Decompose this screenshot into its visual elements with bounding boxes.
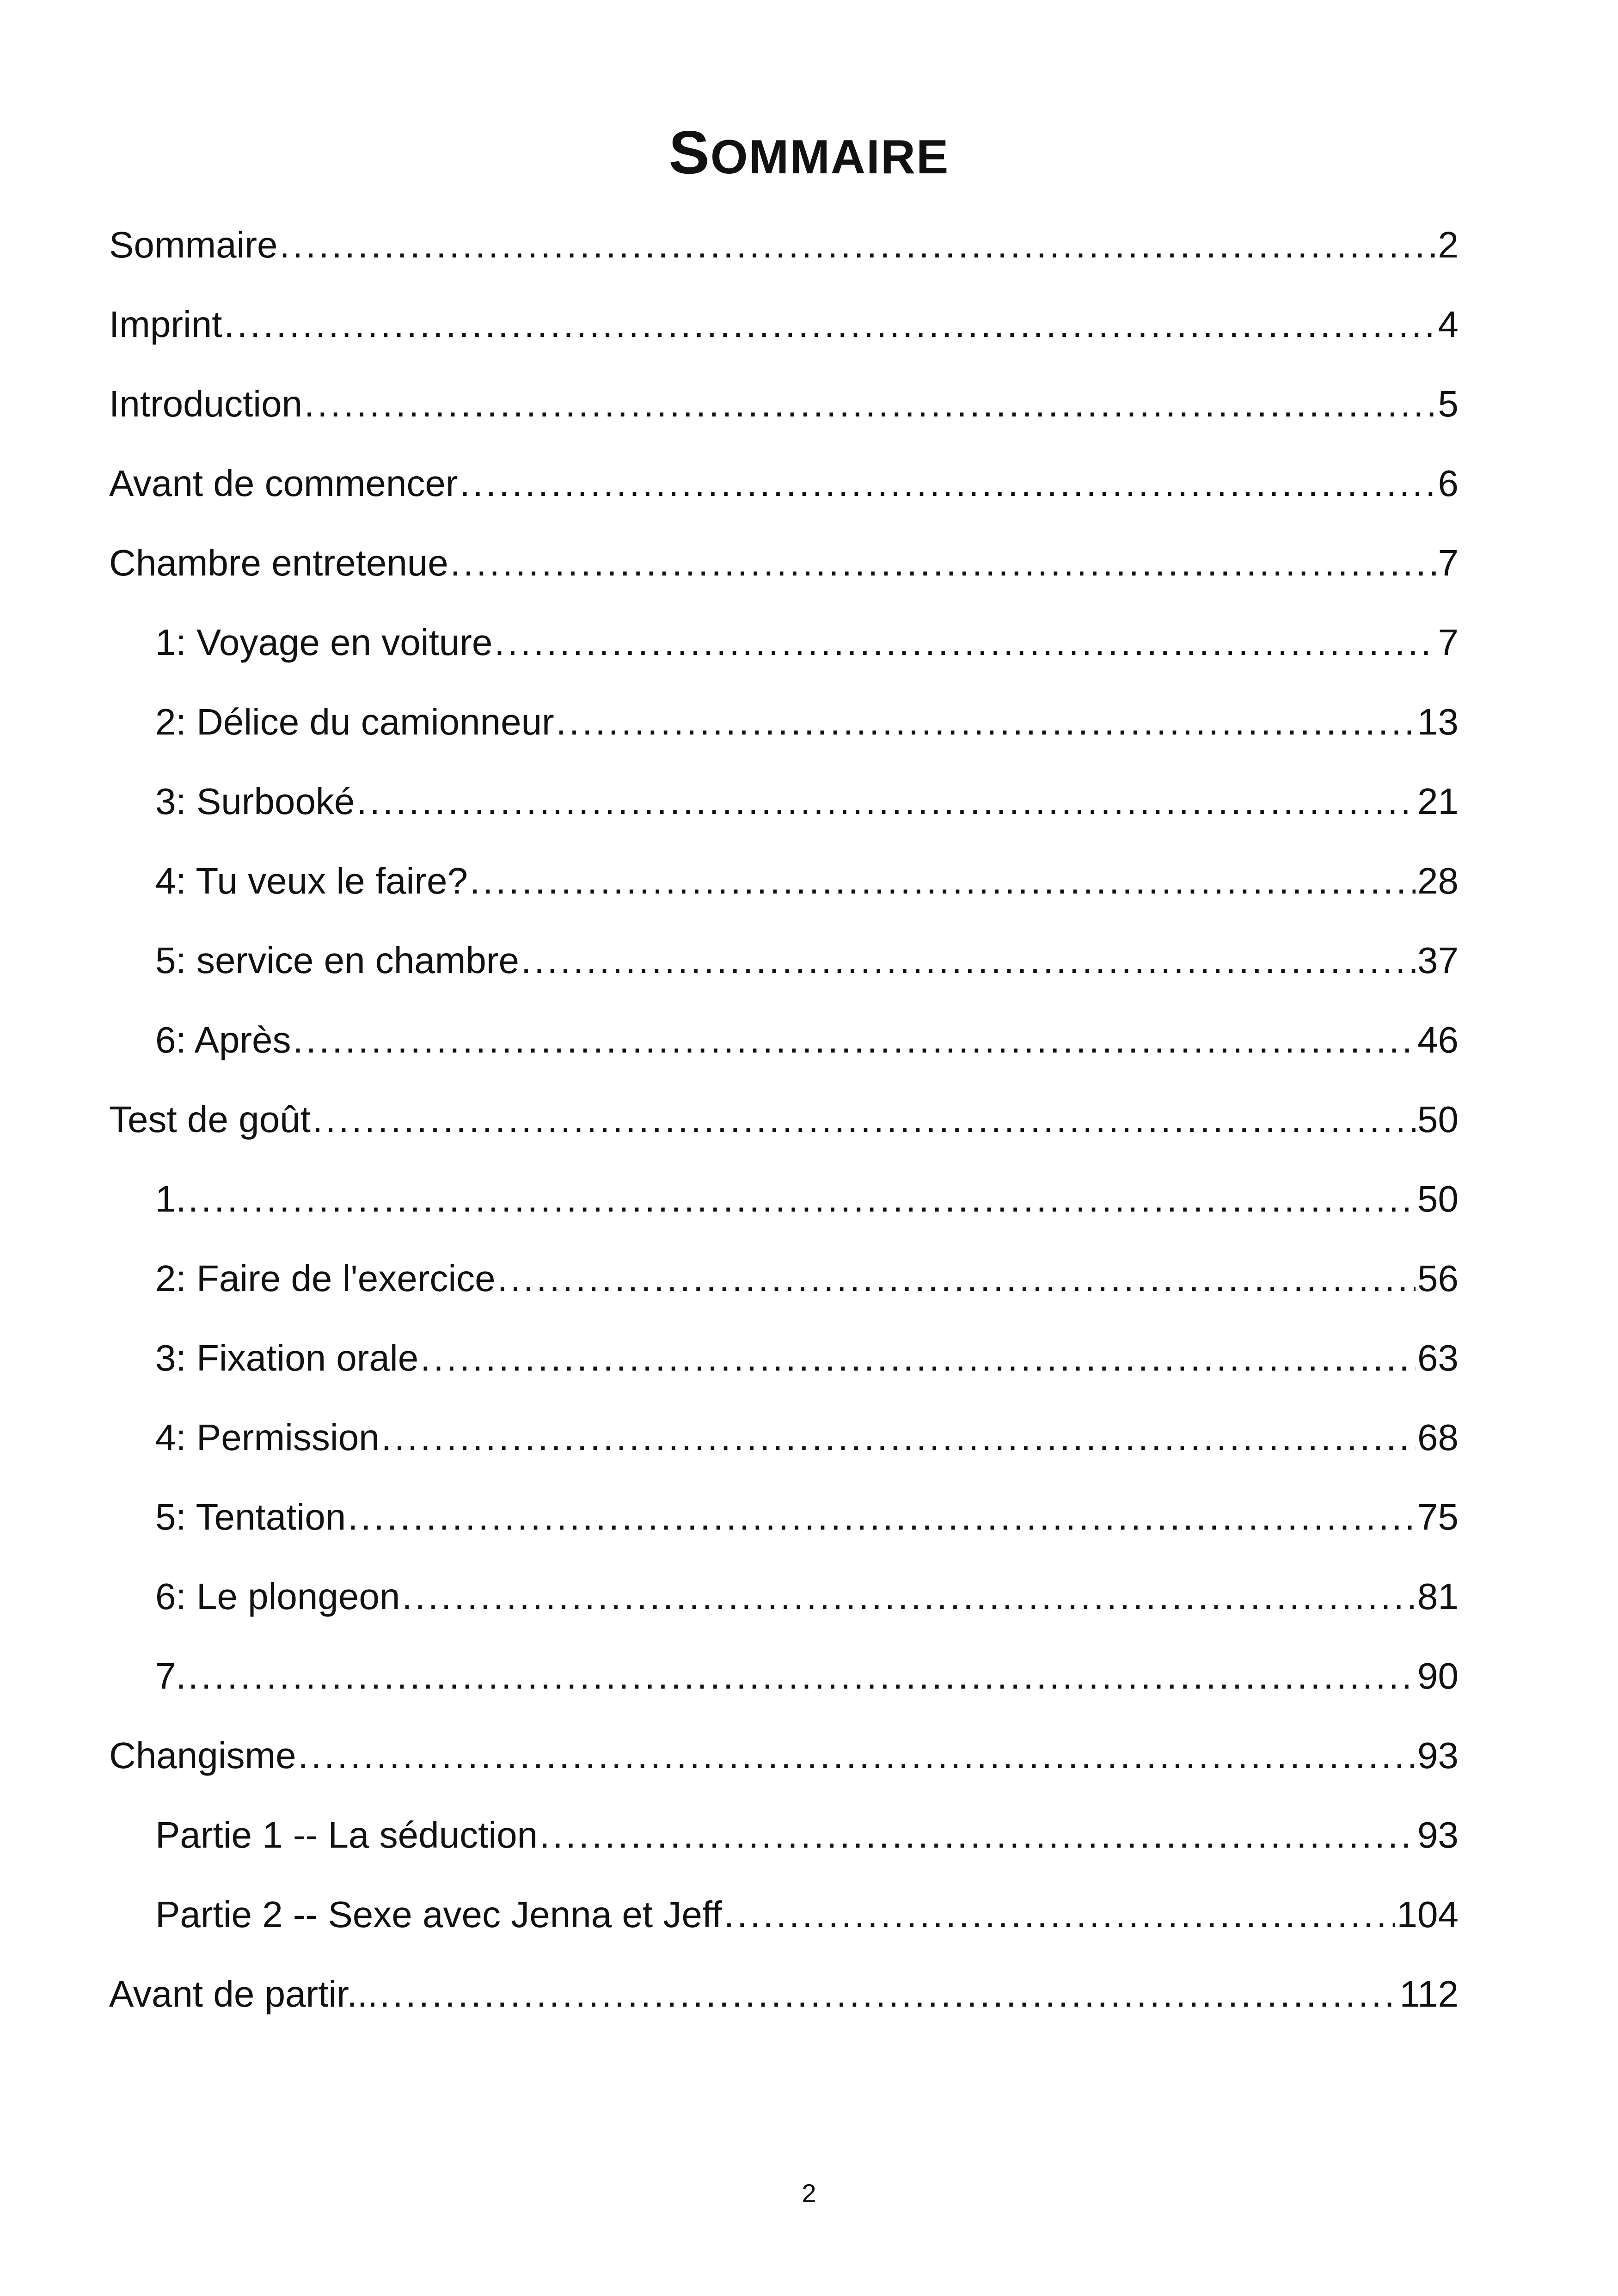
toc-dot-leader — [497, 1251, 1416, 1306]
toc-dot-leader — [724, 1887, 1395, 1942]
toc-subentry[interactable] — [0, 1251, 1459, 1330]
toc-entry-label: 2: Faire de l'exercice — [155, 1258, 496, 1299]
toc-entry-label: Introduction — [109, 383, 303, 424]
toc-entry-label: Chambre entretenue — [109, 542, 448, 583]
toc-subentry[interactable] — [0, 1410, 1459, 1489]
toc-entry[interactable] — [0, 535, 1459, 615]
toc-entry[interactable] — [0, 1092, 1459, 1171]
toc-entry-page: 5 — [1438, 383, 1459, 424]
toc-subentry[interactable] — [0, 853, 1459, 933]
toc-subentry[interactable] — [0, 774, 1459, 853]
title-rest: OMMAIRE — [710, 130, 950, 184]
toc-subentry[interactable] — [0, 1012, 1459, 1092]
toc-subentry[interactable] — [0, 694, 1459, 774]
toc-entry-label: 4: Permission — [155, 1417, 380, 1458]
toc-entry-label: 5: service en chambre — [155, 940, 520, 981]
toc-entry[interactable] — [0, 456, 1459, 535]
page-title — [0, 116, 1618, 194]
toc-entry-label: Avant de partir... — [109, 1973, 378, 2014]
title-initial: S — [668, 118, 711, 186]
toc-dot-leader — [521, 933, 1416, 988]
toc-entry-page: 56 — [1417, 1258, 1459, 1299]
page-number: 2 — [802, 2179, 816, 2208]
toc-entry-label: 2: Délice du camionneur — [155, 701, 554, 742]
toc-entry-label: 1. — [155, 1178, 186, 1219]
toc-entry-page: 63 — [1417, 1337, 1459, 1378]
toc-entry-page: 7 — [1438, 542, 1459, 583]
toc-entry-page: 2 — [1438, 224, 1459, 265]
toc-subentry[interactable] — [0, 1569, 1459, 1648]
toc-entry-page: 13 — [1417, 701, 1459, 742]
toc-entry-page: 28 — [1417, 860, 1459, 901]
toc-entry-page: 75 — [1417, 1496, 1459, 1537]
toc-entry[interactable] — [0, 217, 1459, 297]
toc-entry[interactable] — [0, 297, 1459, 376]
toc-entry-page: 4 — [1438, 304, 1459, 345]
toc-entry-label: 4: Tu veux le faire? — [155, 860, 468, 901]
toc-subentry[interactable] — [0, 933, 1459, 1012]
toc-subentry[interactable] — [0, 615, 1459, 694]
toc-entry-label: Imprint — [109, 304, 222, 345]
toc-dot-leader — [348, 1489, 1416, 1545]
toc-entry-label: 6: Après — [155, 1019, 291, 1060]
toc-dot-leader — [293, 1012, 1416, 1068]
toc-entry-page: 104 — [1397, 1894, 1459, 1935]
toc-entry-label: 3: Fixation orale — [155, 1337, 419, 1378]
toc-dot-leader — [298, 1728, 1416, 1783]
toc-entry-label: Partie 1 -- La séduction — [155, 1814, 538, 1855]
toc-dot-leader — [539, 1807, 1416, 1863]
toc-subentry[interactable] — [0, 1887, 1459, 1966]
toc-entry-page: 7 — [1438, 622, 1459, 663]
toc-subentry[interactable] — [0, 1648, 1459, 1728]
toc-entry[interactable] — [0, 1728, 1459, 1807]
toc-entry-label: Test de goût — [109, 1099, 311, 1140]
toc-dot-leader — [460, 456, 1436, 511]
toc-entry-label: Changisme — [109, 1735, 296, 1776]
toc-dot-leader — [470, 853, 1416, 909]
toc-entry-label: Sommaire — [109, 224, 278, 265]
toc-entry-page: 68 — [1417, 1417, 1459, 1458]
toc-subentry[interactable] — [0, 1489, 1459, 1569]
toc-entry-label: 1: Voyage en voiture — [155, 622, 493, 663]
toc-entry-page: 90 — [1417, 1655, 1459, 1696]
toc-entry-page: 21 — [1417, 781, 1459, 822]
toc-entry-label: 3: Surbooké — [155, 781, 355, 822]
toc-dot-leader — [450, 535, 1436, 591]
toc-dot-leader — [494, 615, 1436, 670]
toc-entry-page: 81 — [1417, 1576, 1459, 1617]
toc-entry-label: Avant de commencer — [109, 463, 458, 504]
toc-entry[interactable] — [0, 376, 1459, 456]
toc-dot-leader — [402, 1569, 1416, 1624]
toc-dot-leader — [420, 1330, 1416, 1386]
toc-dot-leader — [380, 1966, 1397, 2022]
toc-subentry[interactable] — [0, 1807, 1459, 1887]
toc-entry-label: 5: Tentation — [155, 1496, 346, 1537]
table-of-contents — [0, 217, 1618, 2046]
toc-dot-leader — [313, 1092, 1416, 1147]
toc-entry[interactable] — [0, 1966, 1459, 2046]
toc-entry-page: 46 — [1417, 1019, 1459, 1060]
toc-dot-leader — [188, 1648, 1416, 1704]
toc-entry-label: 7. — [155, 1655, 186, 1696]
toc-entry-page: 50 — [1417, 1099, 1459, 1140]
toc-dot-leader — [556, 694, 1416, 750]
toc-subentry[interactable] — [0, 1171, 1459, 1251]
toc-entry-label: 6: Le plongeon — [155, 1576, 400, 1617]
toc-entry-page: 37 — [1417, 940, 1459, 981]
toc-dot-leader — [224, 297, 1436, 352]
toc-subentry[interactable] — [0, 1330, 1459, 1410]
toc-entry-page: 6 — [1438, 463, 1459, 504]
toc-entry-page: 93 — [1417, 1735, 1459, 1776]
toc-entry-page: 112 — [1399, 1973, 1459, 2014]
toc-dot-leader — [280, 217, 1436, 273]
toc-entry-label: Partie 2 -- Sexe avec Jenna et Jeff — [155, 1894, 722, 1935]
toc-dot-leader — [381, 1410, 1416, 1465]
toc-entry-page: 50 — [1417, 1178, 1459, 1219]
toc-dot-leader — [356, 774, 1416, 829]
toc-dot-leader — [304, 376, 1436, 432]
toc-dot-leader — [188, 1171, 1416, 1227]
toc-entry-page: 93 — [1417, 1814, 1459, 1855]
